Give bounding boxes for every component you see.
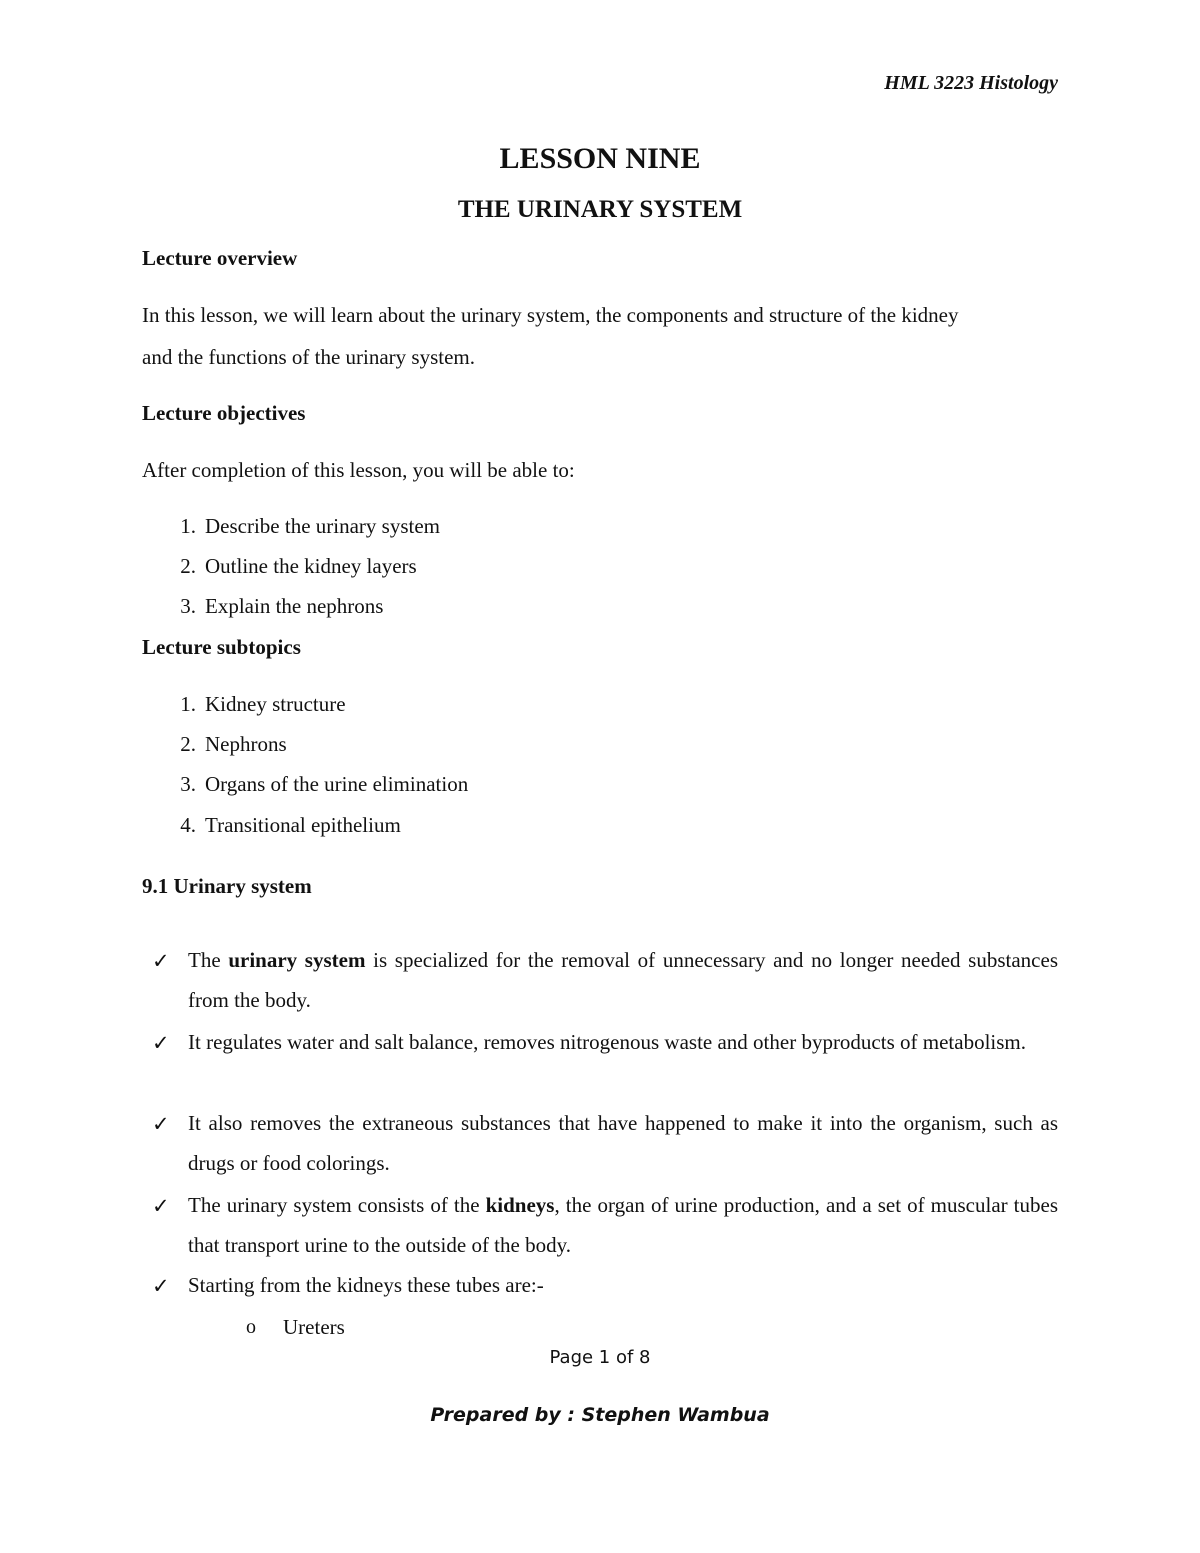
check-icon: ✓ <box>152 1112 170 1136</box>
objective-item: Describe the urinary system <box>205 514 441 538</box>
prepared-by: Prepared by : Stephen Wambua <box>430 1404 770 1426</box>
objective-item: Outline the kidney layers <box>205 554 417 578</box>
check-icon: ✓ <box>152 1274 170 1298</box>
objectives-heading: Lecture objectives <box>142 401 306 425</box>
sub-item-ureters: Ureters <box>283 1315 345 1339</box>
bullet-kidneys: The urinary system consists of the kidneys, the organ of urine production, and a set of muscular tubes that transport urine to the outside of the body. <box>188 1193 1059 1257</box>
bullet-extraneous: It also removes the extraneous substances that have happened to make it into the organism, such as drugs or food colorings. <box>188 1111 1058 1175</box>
circle-bullet-icon: o <box>246 1316 256 1338</box>
lesson-title: LESSON NINE <box>499 142 701 175</box>
objective-number: 3. <box>180 594 196 618</box>
objective-item: Explain the nephrons <box>205 594 384 618</box>
subtopic-item: Organs of the urine elimination <box>205 772 469 796</box>
overview-line-2: and the functions of the urinary system. <box>142 345 476 369</box>
check-icon: ✓ <box>152 949 170 973</box>
subtopics-heading: Lecture subtopics <box>142 635 301 659</box>
section-9-1-heading: 9.1 Urinary system <box>142 874 312 898</box>
subtopic-number: 1. <box>180 692 196 716</box>
overview-line-1: In this lesson, we will learn about the urinary system, the components and structure of the kidney <box>142 303 959 327</box>
bullet-urinary-system: The urinary system is specialized for the removal of unnecessary and no longer needed substances from the body. <box>188 948 1058 1012</box>
subtopic-item: Transitional epithelium <box>205 813 401 837</box>
objectives-intro: After completion of this lesson, you will be able to: <box>142 458 575 482</box>
page-number: Page 1 of 8 <box>549 1347 651 1368</box>
bullet-regulation: It regulates water and salt balance, removes nitrogenous waste and other byproducts of metabolism. <box>188 1030 1026 1054</box>
objective-number: 2. <box>180 554 196 578</box>
subtopic-number: 2. <box>180 732 196 756</box>
bullet-tubes: Starting from the kidneys these tubes are:- <box>188 1273 544 1297</box>
check-icon: ✓ <box>152 1031 170 1055</box>
check-icon: ✓ <box>152 1194 170 1218</box>
subtopic-item: Kidney structure <box>205 692 346 716</box>
course-header: HML 3223 Histology <box>884 72 1058 94</box>
section-title: THE URINARY SYSTEM <box>457 196 743 223</box>
subtopic-number: 3. <box>180 772 196 796</box>
subtopic-number: 4. <box>180 813 196 837</box>
subtopic-item: Nephrons <box>205 732 287 756</box>
overview-heading: Lecture overview <box>142 246 298 270</box>
objective-number: 1. <box>180 514 196 538</box>
